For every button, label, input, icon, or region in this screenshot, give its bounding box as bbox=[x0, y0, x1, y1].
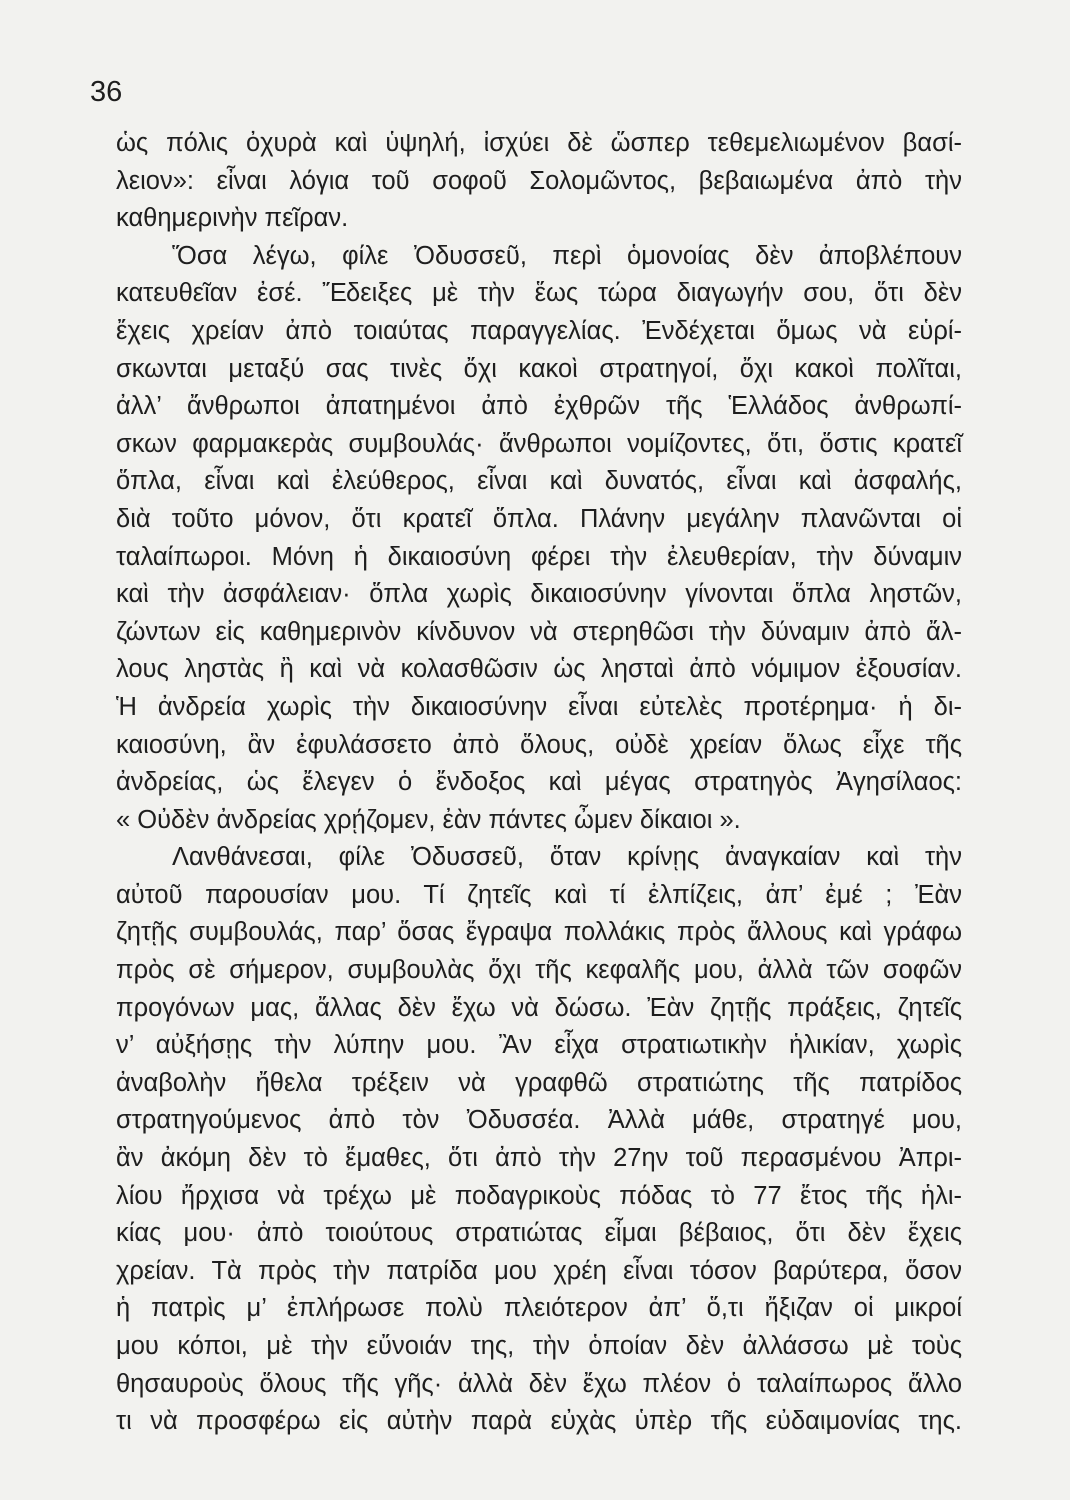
text-line: μου κόποι, μὲ τὴν εὔνοιάν της, τὴν ὁποίαν δὲν ἀλλάσσω μὲ τοὺς bbox=[116, 1332, 962, 1360]
text-line: τι νὰ προσφέρω εἰς αὐτὴν παρὰ εὐχὰς ὑπὲρ τῆς εὐδαιμονίας της. bbox=[116, 1407, 962, 1436]
text-line: προγόνων μας, ἄλλας δὲν ἔχω νὰ δώσω. Ἐὰν ζητῇς πράξεις, ζητεῖς bbox=[116, 993, 962, 1022]
text-line: σκων φαρμακερὰς συμβουλάς· ἄνθρωποι νομίζοντες, ὅτι, ὅστις κρατεῖ bbox=[116, 429, 962, 458]
text-line: Ἡ ἀνδρεία χωρὶς τὴν δικαιοσύνην εἶναι εὐτελὲς προτέρημα· ἡ δι- bbox=[116, 692, 962, 721]
text-line: ζητῇς συμβουλάς, παρ’ ὅσας ἔγραψα πολλάκις πρὸς ἄλλους καὶ γράφω bbox=[116, 918, 962, 947]
text-line: ἔχεις χρείαν ἀπὸ τοιαύτας παραγγελίας. Ἐνδέχεται ὅμως νὰ εὑρί- bbox=[116, 316, 962, 345]
text-line: ταλαίπωροι. Μόνη ἡ δικαιοσύνη φέρει τὴν ἐλευθερίαν, τὴν δύναμιν bbox=[116, 542, 962, 571]
text-line: ἡ πατρὶς μ’ ἐπλήρωσε πολὺ πλειότερον ἀπ’ ὅ,τι ἤξιζαν οἱ μικροί bbox=[116, 1294, 962, 1323]
text-line: αὐτοῦ παρουσίαν μου. Τί ζητεῖς καὶ τί ἐλπίζεις, ἀπ’ ἐμέ ; Ἐὰν bbox=[116, 880, 962, 909]
text-line: στρατηγούμενος ἀπὸ τὸν Ὀδυσσέα. Ἀλλὰ μάθε, στρατηγέ μου, bbox=[116, 1106, 962, 1135]
body-text bbox=[116, 125, 962, 1441]
text-line: καιοσύνη, ἂν ἐφυλάσσετο ἀπὸ ὅλους, οὐδὲ χρείαν ὅλως εἶχε τῆς bbox=[116, 730, 962, 759]
text-line: λίου ἤρχισα νὰ τρέχω μὲ ποδαγρικοὺς πόδας τὸ 77 ἔτος τῆς ἡλι- bbox=[116, 1181, 962, 1210]
text-line: καθημερινὴν πεῖραν. bbox=[116, 204, 349, 233]
text-line: λειον»: εἶναι λόγια τοῦ σοφοῦ Σολομῶντος, βεβαιωμένα ἀπὸ τὴν bbox=[116, 166, 962, 195]
text-line: ἀλλ’ ἄνθρωποι ἀπατημένοι ἀπὸ ἐχθρῶν τῆς Ἑλλάδος ἀνθρωπί- bbox=[116, 392, 962, 421]
text-line: κατευθεῖαν ἐσέ. Ἔδειξες μὲ τὴν ἕως τώρα διαγωγήν σου, ὅτι δὲν bbox=[116, 279, 962, 308]
page-number: 36 bbox=[90, 76, 123, 108]
text-line: πρὸς σὲ σήμερον, συμβουλὰς ὄχι τῆς κεφαλῆς μου, ἀλλὰ τῶν σοφῶν bbox=[116, 956, 962, 985]
text-line: « Οὐδὲν ἀνδρείας χρῄζομεν, ἐὰν πάντες ὦμεν δίκαιοι ». bbox=[116, 805, 741, 834]
text-line: ὅπλα, εἶναι καὶ ἐλεύθερος, εἶναι καὶ δυνατός, εἶναι καὶ ἀσφαλής, bbox=[116, 467, 962, 496]
text-line: Λανθάνεσαι, φίλε Ὀδυσσεῦ, ὅταν κρίνῃς ἀναγκαίαν καὶ τὴν bbox=[172, 843, 962, 872]
text-line: ἀνδρείας, ὡς ἔλεγεν ὁ ἔνδοξος καὶ μέγας στρατηγὸς Ἀγησίλαος: bbox=[116, 768, 962, 797]
text-line: ζώντων εἰς καθημερινὸν κίνδυνον νὰ στερηθῶσι τὴν δύναμιν ἀπὸ ἄλ- bbox=[116, 617, 962, 646]
text-line: διὰ τοῦτο μόνον, ὅτι κρατεῖ ὅπλα. Πλάνην μεγάλην πλανῶνται οἱ bbox=[116, 504, 962, 533]
text-line: καὶ τὴν ἀσφάλειαν· ὅπλα χωρὶς δικαιοσύνην γίνονται ὅπλα ληστῶν, bbox=[116, 580, 962, 609]
text-line: ὡς πόλις ὀχυρὰ καὶ ὑψηλή, ἰσχύει δὲ ὥσπερ τεθεμελιωμένον βασί- bbox=[116, 129, 962, 157]
text-line: ἀναβολὴν ἤθελα τρέξειν νὰ γραφθῶ στρατιώτης τῆς πατρίδος bbox=[116, 1068, 962, 1097]
text-line: σκωνται μεταξύ σας τινὲς ὄχι κακοὶ στρατηγοί, ὄχι κακοὶ πολῖται, bbox=[116, 354, 962, 383]
text-line: χρείαν. Τὰ πρὸς τὴν πατρίδα μου χρέη εἶναι τόσον βαρύτερα, ὅσον bbox=[116, 1256, 962, 1285]
text-line: ν’ αὐξήσῃς τὴν λύπην μου. Ἂν εἶχα στρατιωτικὴν ἡλικίαν, χωρὶς bbox=[116, 1031, 962, 1060]
text-line: ἂν ἀκόμη δὲν τὸ ἔμαθες, ὅτι ἀπὸ τὴν 27ην τοῦ περασμένου Ἀπρι- bbox=[116, 1144, 962, 1173]
text-line: Ὅσα λέγω, φίλε Ὀδυσσεῦ, περὶ ὁμονοίας δὲν ἀποβλέπουν bbox=[172, 241, 962, 270]
text-line: λους ληστὰς ἢ καὶ νὰ κολασθῶσιν ὡς λησταὶ ἀπὸ νόμιμον ἐξουσίαν. bbox=[116, 655, 962, 684]
text-line: θησαυροὺς ὅλους τῆς γῆς· ἀλλὰ δὲν ἔχω πλέον ὁ ταλαίπωρος ἄλλο bbox=[116, 1369, 962, 1398]
text-line: κίας μου· ἀπὸ τοιούτους στρατιώτας εἶμαι βέβαιος, ὅτι δὲν ἔχεις bbox=[116, 1219, 962, 1248]
